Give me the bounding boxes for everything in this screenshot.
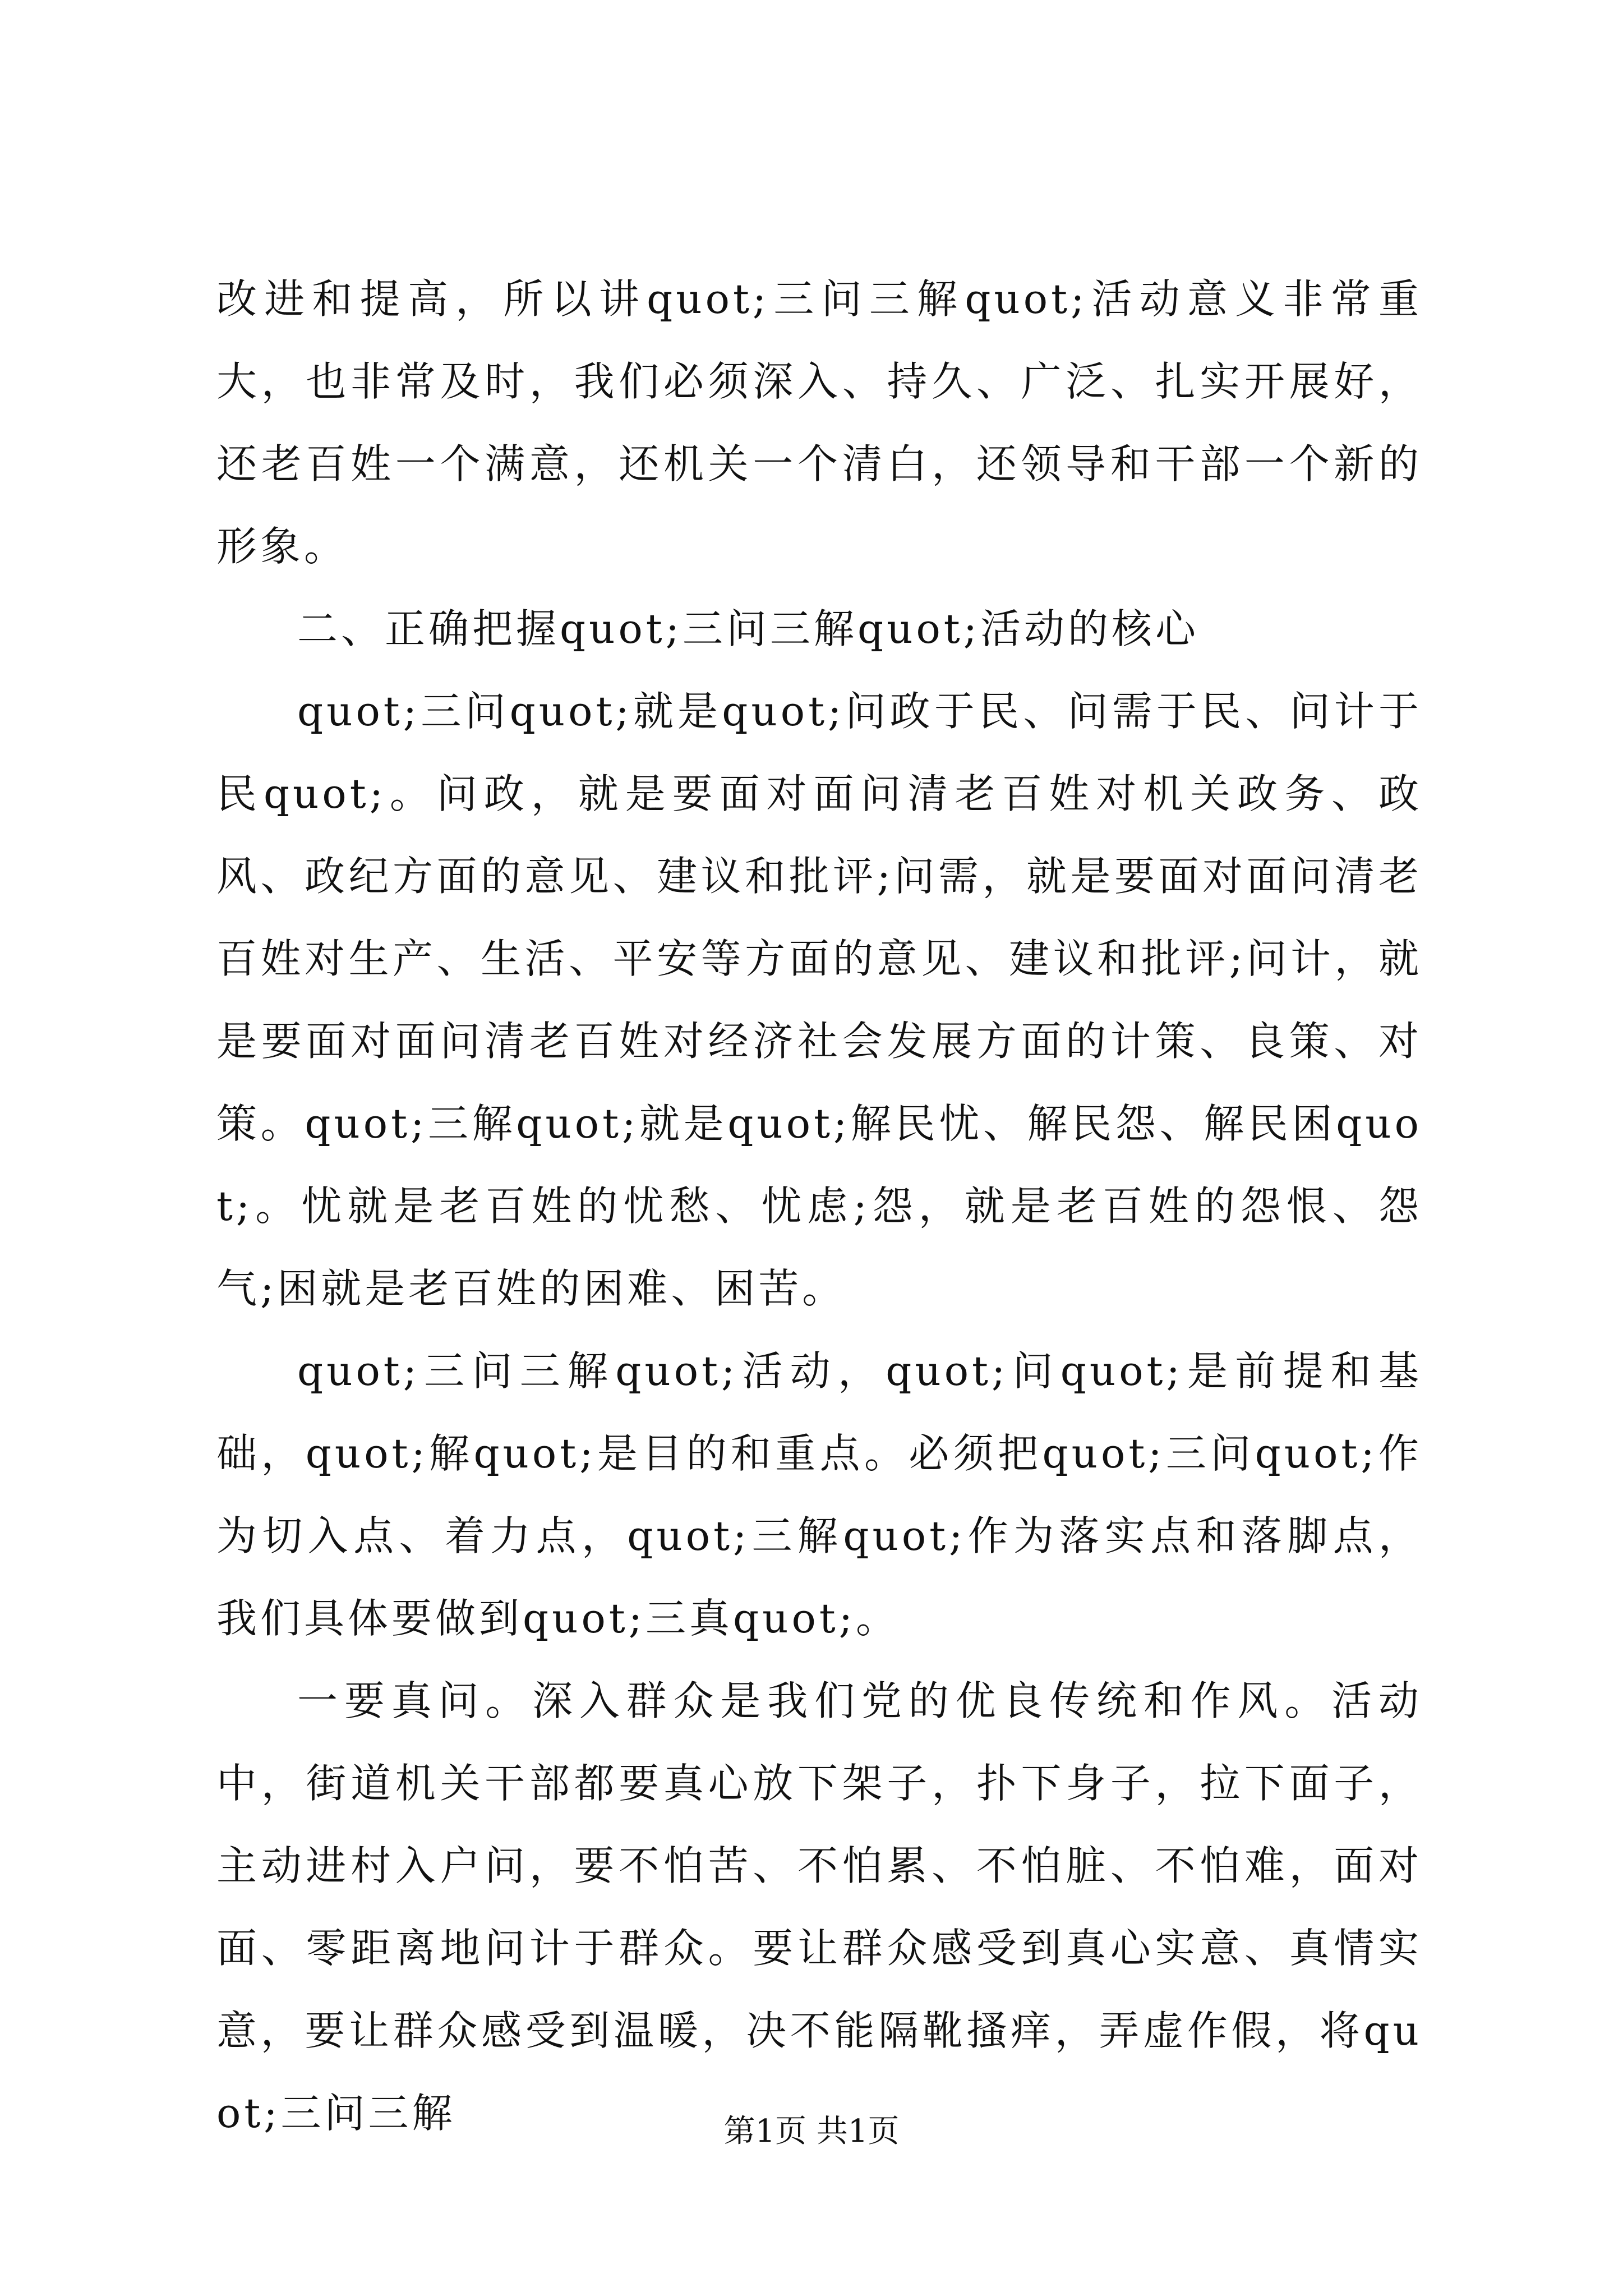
paragraph-1: 改进和提高，所以讲quot;三问三解quot;活动意义非常重大，也非常及时，我们必须深入、持久、广泛、扎实开展好，还老百姓一个满意，还机关一个清白，还领导和干部一个新的形象。 <box>216 275 1422 570</box>
section-heading: 二、正确把握quot;三问三解quot;活动的核心 <box>297 605 1200 652</box>
paragraph-5: 一要真问。深入群众是我们党的优良传统和作风。活动中，街道机关干部都要真心放下架子，扑下身子，拉下面子，主动进村入户问，要不怕苦、不怕累、不怕脏、不怕难，面对面、零距离地问计于群众。要让群众感受到真心实意、真情实意，要让群众感受到温暖，决不能隔靴搔痒，弄虚作假，将quot;三问三解 <box>216 1677 1422 2137</box>
page-footer: 第1页 共1页 <box>723 2113 900 2150</box>
document-body <box>216 258 1422 2155</box>
paragraph-3: quot;三问quot;就是quot;问政于民、问需于民、问计于民quot;。问政，就是要面对面问清老百姓对机关政务、政风、政纪方面的意见、建议和批评;问需，就是要面对面问清老百姓对生产、生活、平安等方面的意见、建议和批评;问计，就是要面对面问清老百姓对经济社会发展方面的计策、良策、对策。quot;三解quot;就是quot;解民忧、解民怨、解民困quot;。忧就是老百姓的忧愁、忧虑;怨，就是老百姓的怨恨、怨气;困就是老百姓的困难、困苦。 <box>216 688 1422 1312</box>
paragraph-4: quot;三问三解quot;活动，quot;问quot;是前提和基础，quot;解quot;是目的和重点。必须把quot;三问quot;作为切入点、着力点，quot;三解quot;作为落实点和落脚点，我们具体要做到quot;三真quot;。 <box>216 1347 1422 1642</box>
